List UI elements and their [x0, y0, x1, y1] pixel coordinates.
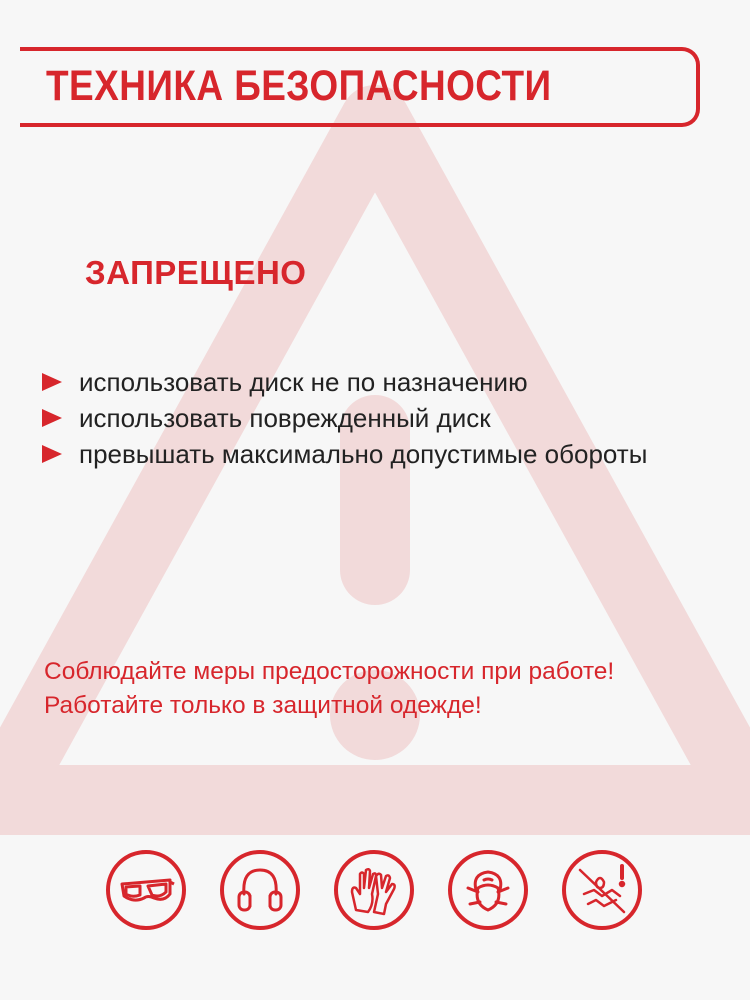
forbidden-heading: ЗАПРЕЩЕНО: [85, 254, 307, 291]
page-title: ТЕХНИКА БЕЗОПАСНОСТИ: [46, 62, 552, 110]
forbidden-list: [42, 364, 647, 472]
no-water-icon: [562, 850, 642, 930]
list-item-text: использовать поврежденный диск: [79, 402, 491, 433]
goggles-icon: [106, 850, 186, 930]
protection-icons: [0, 850, 750, 950]
triangle-bullet-icon: [42, 409, 62, 427]
triangle-bullet-icon: [42, 373, 62, 391]
warning-line: Работайте только в защитной одежде!: [44, 692, 482, 719]
list-item: [42, 364, 647, 400]
gloves-icon: [334, 850, 414, 930]
list-item-text: использовать диск не по назначению: [79, 366, 528, 397]
triangle-bullet-icon: [42, 445, 62, 463]
list-item-text: превышать максимально допустимые обороты: [79, 438, 648, 469]
list-item: [42, 400, 647, 436]
respirator-icon: [448, 850, 528, 930]
earmuffs-icon: [220, 850, 300, 930]
warning-line: Соблюдайте меры предосторожности при работе!: [44, 658, 615, 685]
warning-text: [44, 655, 614, 723]
list-item: [42, 436, 647, 472]
